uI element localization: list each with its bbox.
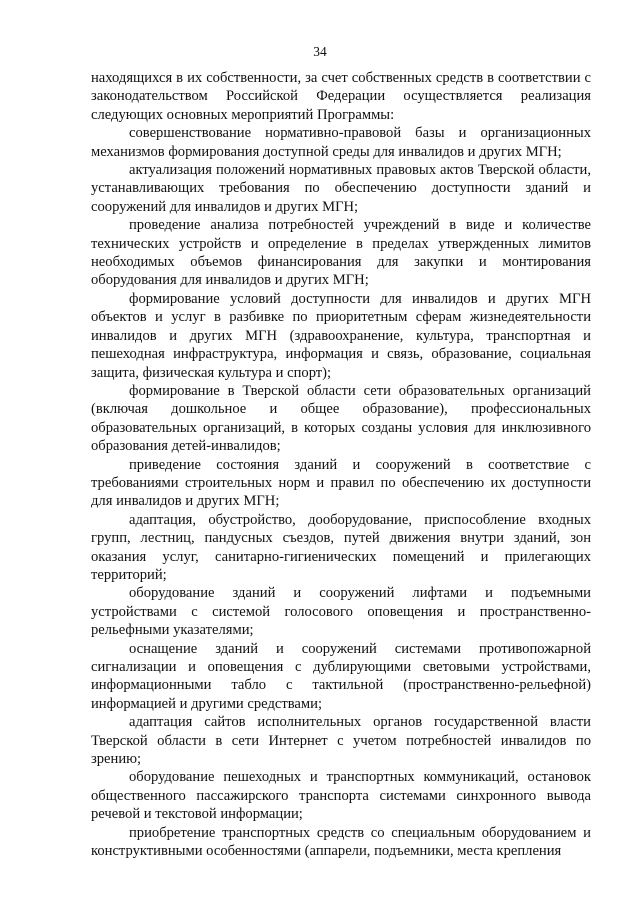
list-item-inclusive-education: формирование в Тверской области сети образовательных организаций (включая дошкольное и общее образование), профессиональных образовательных организаций, в которых созданы условия для инклюзивного образования детей-инвалидов; [91, 382, 591, 455]
page-number: 34 [313, 44, 327, 59]
list-item-building-compliance: приведение состояния зданий и сооружений в соответствие с требованиями строительных норм и правил по обеспечению их доступности для инвалидов и других МГН; [91, 456, 591, 510]
document-body [91, 69, 591, 860]
list-item-accessibility-conditions: формирование условий доступности для инвалидов и других МГН объектов и услуг в разбивке по приоритетным сферам жизнедеятельности инвалидов и других МГН (здравоохранение, культура, транспортная и пешеходная инфраструктура, информация и связь, образование, социальная защита, физическая культура и спорт); [91, 290, 591, 381]
list-item-website-adaptation: адаптация сайтов исполнительных органов государственной власти Тверской области в сети Интернет с учетом потребностей инвалидов по зрению; [91, 714, 591, 768]
list-item-elevators: оборудование зданий и сооружений лифтами и подъемными устройствами с системой голосового оповещения и пространственно-рельефными указателями; [91, 585, 591, 639]
list-item-needs-analysis: проведение анализа потребностей учреждений в виде и количестве технических устройств и определение в пределах утвержденных лимитов необходимых объемов финансирования для закупки и монтирования оборудования для инвалидов и других МГН; [91, 217, 591, 289]
list-item-adaptation-entrances: адаптация, обустройство, дооборудование, приспособление входных групп, лестниц, пандусных съездов, путей движения внутри зданий, зон оказания услуг, санитарно-гигиенических помещений и прилегающих территорий; [91, 511, 591, 583]
list-item-regulatory-base: совершенствование нормативно-правовой базы и организационных механизмов формирования доступной среды для инвалидов и других МГН; [91, 125, 591, 160]
paragraph-intro: находящихся в их собственности, за счет собственных средств в соответствии с законодательством Российской Федерации осуществляется реализация следующих основных мероприятий Программы: [91, 70, 591, 123]
list-item-transport-communications: оборудование пешеходных и транспортных коммуникаций, остановок общественного пассажирского транспорта системами синхронного вывода речевой и текстовой информации; [91, 769, 591, 823]
list-item-fire-alarm: оснащение зданий и сооружений системами противопожарной сигнализации и оповещения с дублирующими световыми устройствами, информационными табло с тактильной (пространственно-рельефной) информацией и другими средствами; [91, 640, 591, 712]
list-item-vehicle-purchase: приобретение транспортных средств со специальным оборудованием и конструктивными особенностями (аппарели, подъемники, места крепления [91, 824, 591, 860]
list-item-legal-acts-update: актуализация положений нормативных правовых актов Тверской области, устанавливающих требования по обеспечению доступности зданий и сооружений для инвалидов и других МГН; [91, 162, 591, 215]
